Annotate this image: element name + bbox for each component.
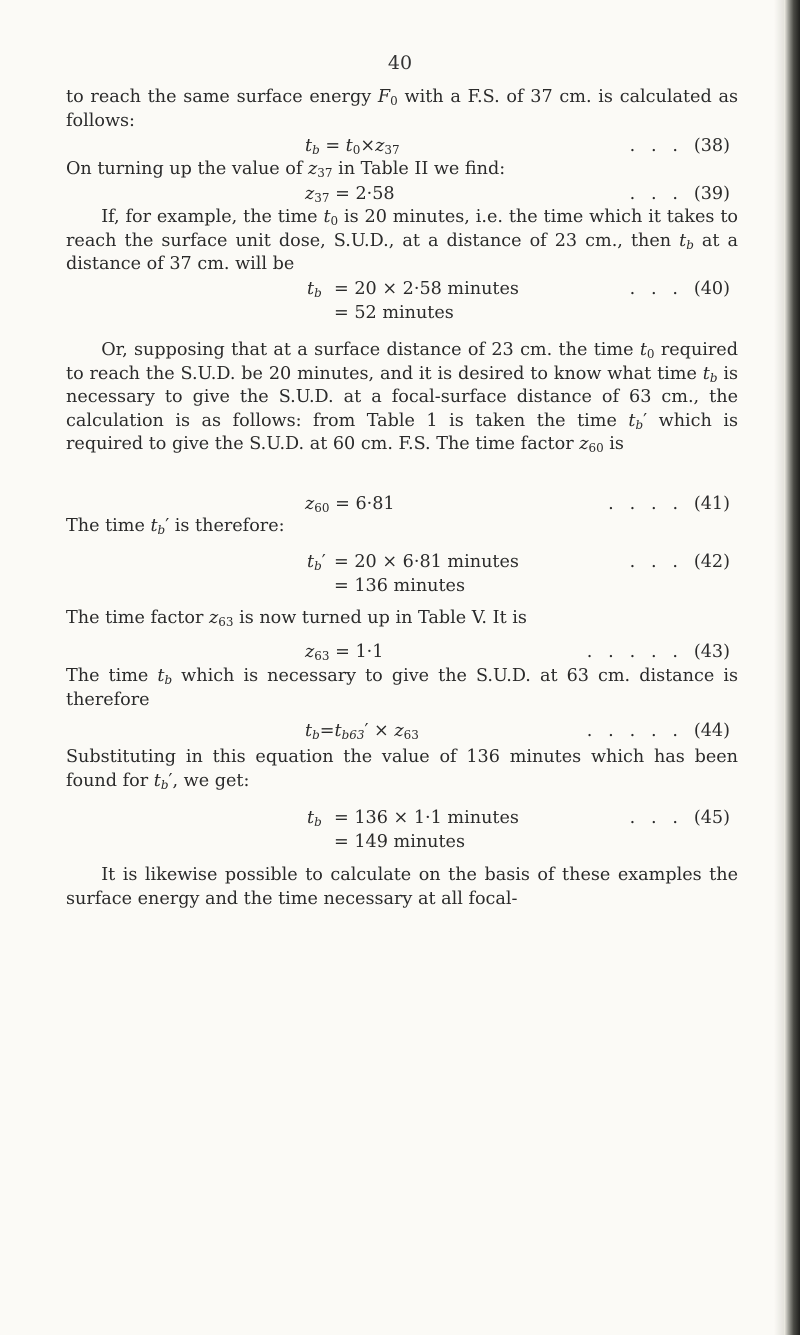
equation-38: $t_b = t_0\times z_{37}$ ...(38) xyxy=(305,136,730,157)
equation-44: $t_b=t_{b63}' \times z_{63}$ .....(44) xyxy=(305,721,730,742)
equation-45: $t_b$ = 136 × 1·1 minutes ...(45) xyxy=(307,808,730,829)
paragraph-table-ii: On turning up the value of $z_{37}$ in Table II we find: xyxy=(66,159,506,180)
equation-42-result: = 136 minutes xyxy=(334,576,465,596)
paragraph-table-v: The time factor $z_{63}$ is now turned up in Table V. It is xyxy=(66,608,527,629)
page-edge-shadow xyxy=(774,0,784,1335)
paragraph-necessary: The time $t_b$ which is necessary to give the S.U.D. at 63 cm. distance is therefore xyxy=(66,666,738,710)
equation-40: $t_b$ = 20 × 2·58 minutes ...(40) xyxy=(307,279,730,300)
paragraph-substituting: Substituting in this equation the value of 136 minutes which has been found for $t_b'$, we get: xyxy=(66,747,738,792)
equation-39: $z_{37} = 2\cdot 58$ ...(39) xyxy=(305,184,730,205)
equation-45-result: = 149 minutes xyxy=(334,832,465,852)
paragraph-supposing: Or, supposing that at a surface distance of 23 cm. the time $t_0$ required to reach the S.U.D. be 20 minutes, and it is desired to know what time $t_b$ is necessary to give the S.U.D. at a focal-surface distance of 63 cm., the calculation is as follows: from Table 1 is taken the time $t_b'$ which is required to give the S.U.D. at 60 cm. F.S. The time factor $z_{60}$ is xyxy=(66,340,738,455)
book-edge xyxy=(784,0,800,1335)
paragraph-time-therefore: The time $t_b'$ is therefore: xyxy=(66,516,285,537)
paragraph-intro: to reach the same surface energy $F_0$ with a F.S. of 37 cm. is calculated as follows: xyxy=(66,87,738,131)
paragraph-example: If, for example, the time $t_0$ is 20 minutes, i.e. the time which it takes to reach the surface unit dose, S.U.D., at a distance of 23 cm., then $t_b$ at a distance of 37 cm. will be xyxy=(66,207,739,274)
equation-43: $z_{63} = 1\cdot 1$ .....(43) xyxy=(305,642,730,663)
equation-42: $t_b'$ = 20 × 6·81 minutes ...(42) xyxy=(307,552,730,573)
paragraph-likewise: It is likewise possible to calculate on the basis of these examples the surface energy and the time necessary at all focal- xyxy=(66,865,738,909)
equation-40-result: = 52 minutes xyxy=(334,303,454,323)
equation-41: $z_{60} = 6\cdot 81$ ....(41) xyxy=(305,494,730,515)
page-number: 40 xyxy=(387,52,413,74)
